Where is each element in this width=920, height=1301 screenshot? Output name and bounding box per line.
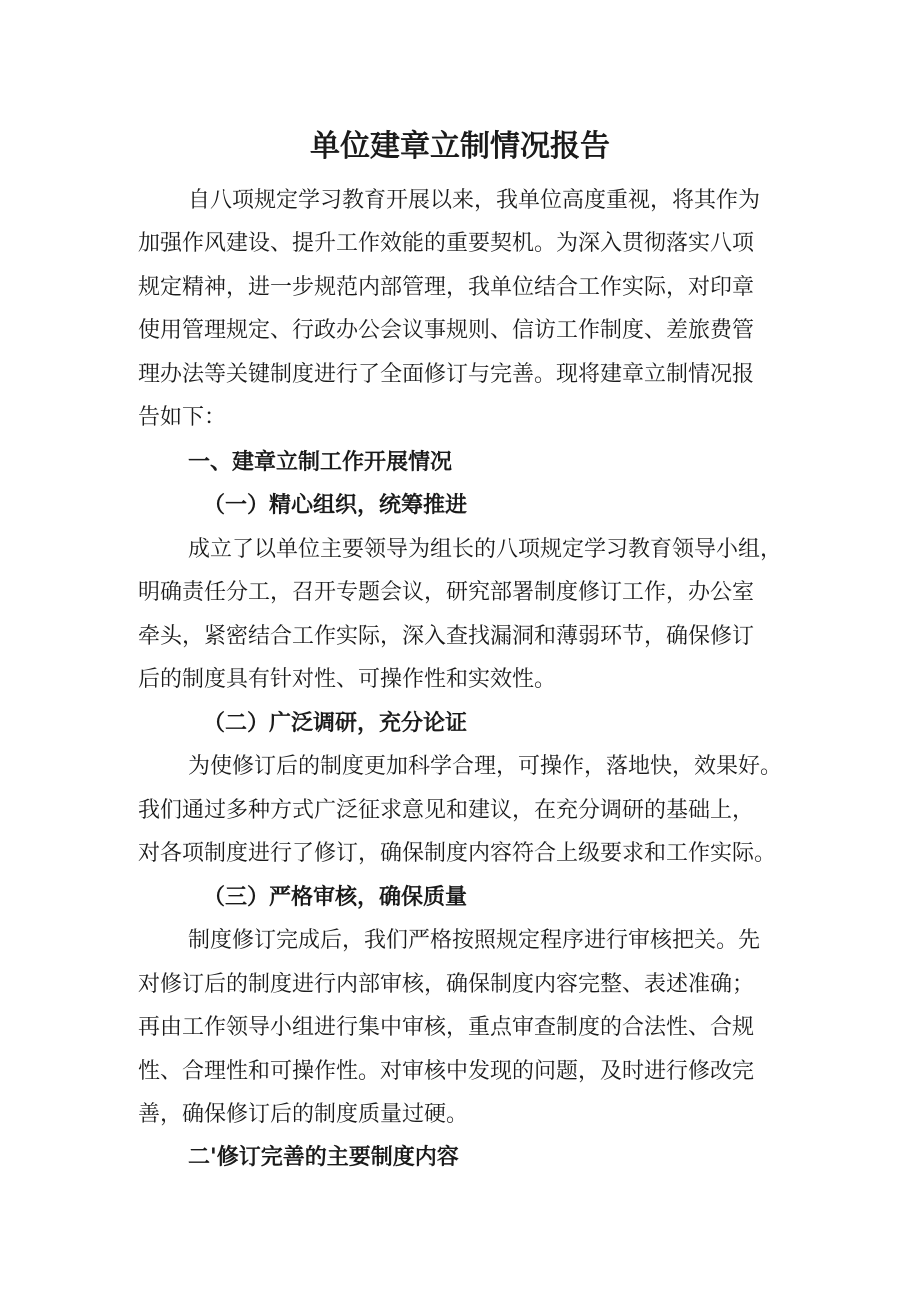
paragraph-line: 对各项制度进行了修订，确保制度内容符合上级要求和工作实际。 (138, 841, 777, 866)
paragraph-line: 后的制度具有针对性、可操作性和实效性。 (138, 667, 557, 692)
intro-line: 理办法等关键制度进行了全面修订与完善。现将建章立制情况报 (138, 362, 755, 387)
intro-line: 告如下： (138, 405, 227, 430)
intro-line: 规定精神，进一步规范内部管理，我单位结合工作实际，对印章 (138, 275, 755, 300)
paragraph-line: 对修订后的制度进行内部审核，确保制度内容完整、表述准确； (138, 972, 755, 997)
intro-line: 加强作风建设、提升工作效能的重要契机。为深入贯彻落实八项 (138, 231, 755, 256)
paragraph-line: 为使修订后的制度更加科学合理，可操作，落地快，效果好。 (188, 754, 783, 779)
paragraph-line: 我们通过多种方式广泛征求意见和建议，在充分调研的基础上， (138, 798, 755, 823)
subsection-heading: （一）精心组织，统筹推进 (203, 493, 468, 518)
paragraph-line: 性、合理性和可操作性。对审核中发现的问题，及时进行修改完 (138, 1059, 755, 1084)
section-heading: 一、建章立制工作开展情况 (188, 450, 453, 475)
subsection-heading: （三）严格审核，确保质量 (203, 885, 468, 910)
paragraph-line: 明确责任分工，召开专题会议，研究部署制度修订工作，办公室 (138, 580, 755, 605)
subsection-heading: （二）广泛调研，充分论证 (203, 711, 468, 736)
section-heading: 二'修订完善的主要制度内容 (188, 1145, 459, 1170)
paragraph-line: 成立了以单位主要领导为组长的八项规定学习教育领导小组， (188, 537, 783, 562)
intro-line: 自八项规定学习教育开展以来，我单位高度重视，将其作为 (188, 188, 761, 213)
intro-line: 使用管理规定、行政办公会议事规则、信访工作制度、差旅费管 (138, 318, 755, 343)
paragraph-line: 牵头，紧密结合工作实际，深入查找漏洞和薄弱环节，确保修订 (138, 624, 755, 649)
paragraph-line: 善，确保修订后的制度质量过硬。 (138, 1102, 469, 1127)
document-title: 单位建章立制情况报告 (310, 129, 610, 164)
paragraph-line: 制度修订完成后，我们严格按照规定程序进行审核把关。先 (188, 928, 761, 953)
paragraph-line: 再由工作领导小组进行集中审核，重点审查制度的合法性、合规 (138, 1015, 755, 1040)
